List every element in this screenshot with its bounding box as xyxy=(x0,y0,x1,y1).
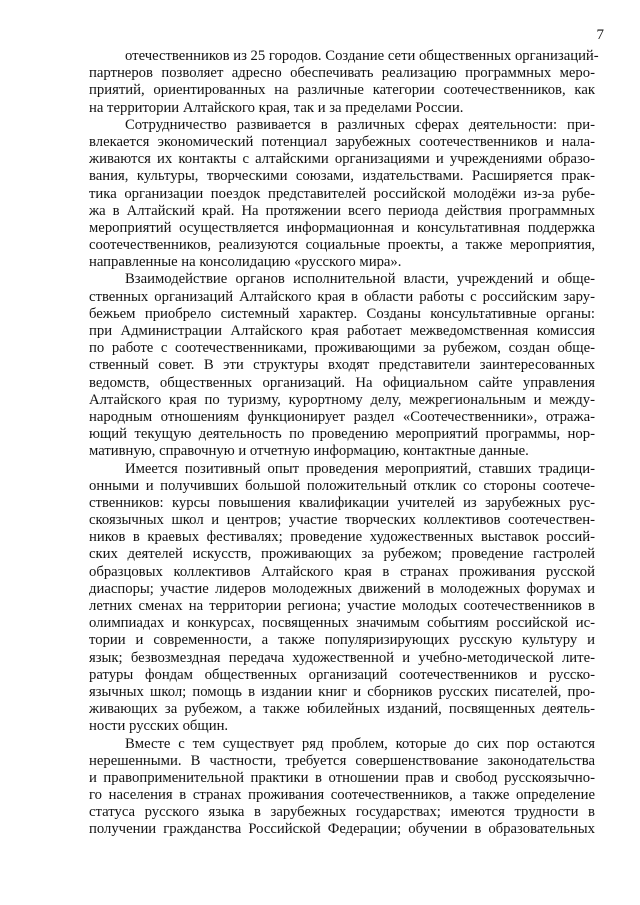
text-line: язычных школ; помощь в издании книг и сборников русских писателей, про- xyxy=(89,683,595,700)
text-line: при Администрации Алтайского края работает межведомственная комиссия xyxy=(89,323,595,339)
text-line: мативную, справочную и отчетную информацию, контактные данные. xyxy=(89,443,529,460)
text-line: скоязычных школ и центров; участие творческих коллективов соотечествен- xyxy=(89,512,595,529)
text-line: и правоприменительной практики в отношении прав и свобод русскоязычно- xyxy=(89,769,595,786)
text-line: тика организации поездок представителей российской молодёжи из-за рубе- xyxy=(89,185,595,202)
text-line: жа в Алтайский край. На протяжении всего периода действия программных xyxy=(89,202,595,219)
text-line: тории и современности, а также популяризирующих русскую культуру и xyxy=(89,632,595,649)
paragraph xyxy=(89,736,595,839)
text-line: направленные на консолидацию «русского мира». xyxy=(89,254,402,271)
text-line: ственный совет. В эти структуры входят представители заинтересованных xyxy=(89,357,595,374)
text-line: Алтайского края по туризму, курортному делу, межрегиональным и между- xyxy=(89,391,595,408)
text-line: ственных организаций Алтайского края в области работы с российским зару- xyxy=(89,288,595,305)
paragraph xyxy=(89,117,595,272)
text-line: ственников: курсы повышения квалификации учителей из зарубежных рус- xyxy=(89,494,595,511)
paragraph xyxy=(89,48,599,117)
text-line: ности русских общин. xyxy=(89,718,229,735)
text-line: нерешенными. В частности, требуется совершенствование законодательства xyxy=(89,752,595,769)
text-line: получении гражданства Российской Федерации; обучении в образовательных xyxy=(89,821,595,838)
text-line: статуса русского языка в зарубежных государствах; имеются трудности в xyxy=(89,804,595,821)
text-line: ников в краевых фестивалях; проведение художественных выставок россий- xyxy=(89,529,595,546)
text-line: приятий, ориентированных на различные категории соотечественников, как xyxy=(89,82,595,99)
text-line: Сотрудничество развивается в различных сферах деятельности: при- xyxy=(125,116,595,133)
page-number: 7 xyxy=(596,27,604,43)
text-line: го населения в странах проживания соотечественников, а также определение xyxy=(89,787,595,804)
text-line: бежьем приобрело системный характер. Созданы консультативные органы: xyxy=(89,305,595,322)
text-line: соотечественников, реализуются социальные проекты, а также мероприятия, xyxy=(89,237,595,254)
text-line: образцовых коллективов Алтайского края в странах проживания русской xyxy=(89,563,595,580)
text-line: народным отношениям функционирует раздел «Соотечественники», отража- xyxy=(89,408,595,425)
text-line: живаются их контакты с алтайскими организациями и учреждениями образо- xyxy=(89,151,595,168)
text-line: влекается экономический потенциал зарубежных соотечественников и нала- xyxy=(89,133,595,150)
text-line: диаспоры; участие лидеров молодежных движений в молодежных форумах и xyxy=(89,580,595,597)
text-line: онными и получивших большой положительный отклик со стороны соотече- xyxy=(89,477,595,494)
text-line: Вместе с тем существует ряд проблем, которые до сих пор остаются xyxy=(125,735,595,752)
text-line: мероприятий осуществляется информационная и консультативная поддержка xyxy=(89,219,595,236)
text-line: вания, культуры, творческими союзами, издательствами. Расширяется прак- xyxy=(89,168,595,185)
text-line: ющий текущую деятельность по проведению мероприятий программы, нор- xyxy=(89,426,595,443)
text-line: отечественников из 25 городов. Создание сети общественных организаций- xyxy=(125,48,599,64)
text-line: по работе с соотечественниками, проживающими за рубежом, создан обще- xyxy=(89,340,595,357)
text-line: живающих за рубежом, а также юбилейных изданий, посвященных деятель- xyxy=(89,701,595,718)
text-line: Взаимодействие органов исполнительной власти, учреждений и обще- xyxy=(125,271,595,288)
text-line: олимпиадах и конкурсах, посвященных значимым событиям российской ис- xyxy=(89,615,595,632)
text-line: ведомств, общественных организаций. На официальном сайте управления xyxy=(89,374,595,391)
text-line: язык; безвозмездная передача художественной и учебно-методической лите- xyxy=(89,649,595,666)
document-body xyxy=(89,48,599,839)
text-line: летних сменах на территории региона; участие молодых соотечественников в xyxy=(89,598,595,614)
text-line: партнеров позволяет адресно обеспечивать реализацию программных меро- xyxy=(89,65,595,82)
text-line: Имеется позитивный опыт проведения мероприятий, ставших традици- xyxy=(125,460,595,477)
text-line: на территории Алтайского края, так и за пределами России. xyxy=(89,99,464,116)
text-line: ратуры фондам общественных организаций соотечественников и русско- xyxy=(89,666,595,683)
paragraph xyxy=(89,271,595,460)
paragraph xyxy=(89,461,595,736)
text-line: ских деятелей искусств, проживающих за рубежом; проведение гастролей xyxy=(89,546,595,563)
